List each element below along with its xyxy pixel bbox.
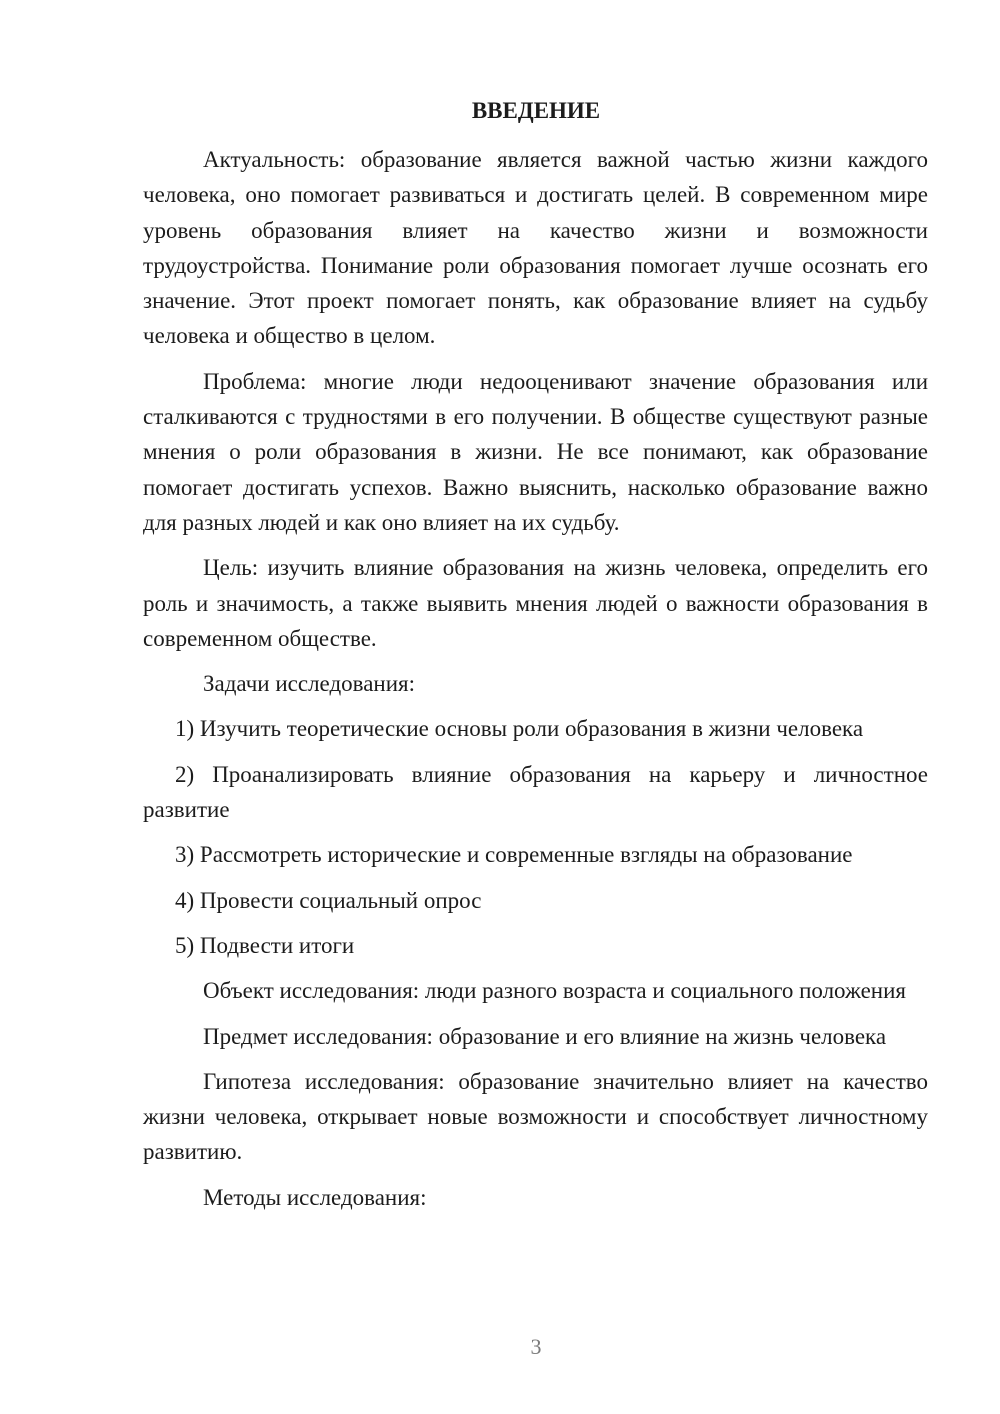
paragraph-research-methods: Методы исследования: [203, 1184, 427, 1210]
paragraph-relevance: Актуальность: образование является важной частью жизни каждого человека, оно помогает развиваться и достигать целей. В современном мире уровень образования влияет на качество жизни и возможности трудоустройства. Понимание роли образования помогает лучше осознать его значение. Этот проект помогает понять, как образование влияет на судьбу человека и общество в целом. [143, 147, 928, 349]
paragraph-research-hypothesis: Гипотеза исследования: образование значительно влияет на качество жизни человека, открывает новые возможности и способствует личностному развитию. [143, 1068, 928, 1165]
paragraph-research-subject: Предмет исследования: образование и его влияние на жизнь человека [203, 1023, 887, 1049]
page-number: 3 [530, 1334, 542, 1359]
task-item: 2) Проанализировать влияние образования на карьеру и личностное развитие [143, 761, 928, 823]
tasks-heading: Задачи исследования: [203, 671, 416, 697]
paragraph-problem: Проблема: многие люди недооценивают значение образования или сталкиваются с трудностями в его получении. В обществе существуют разные мнения о роли образования в жизни. Не все понимают, как образование помогает достигать успехов. Важно выяснить, насколько образование важно для разных людей и как оно влияет на их судьбу. [143, 368, 928, 535]
paragraph-research-object: Объект исследования: люди разного возраста и социального положения [203, 978, 906, 1004]
task-item: 3) Рассмотреть исторические и современные взгляды на образование [175, 842, 853, 868]
task-item: 4) Провести социальный опрос [175, 887, 482, 913]
task-item: 1) Изучить теоретические основы роли образования в жизни человека [175, 716, 864, 742]
paragraph-goal: Цель: изучить влияние образования на жизнь человека, определить его роль и значимость, а также выявить мнения людей о важности образования в современном обществе. [143, 555, 928, 651]
document-body [143, 142, 928, 1225]
task-item: 5) Подвести итоги [175, 932, 355, 958]
page-title: ВВЕДЕНИЕ [471, 98, 601, 123]
